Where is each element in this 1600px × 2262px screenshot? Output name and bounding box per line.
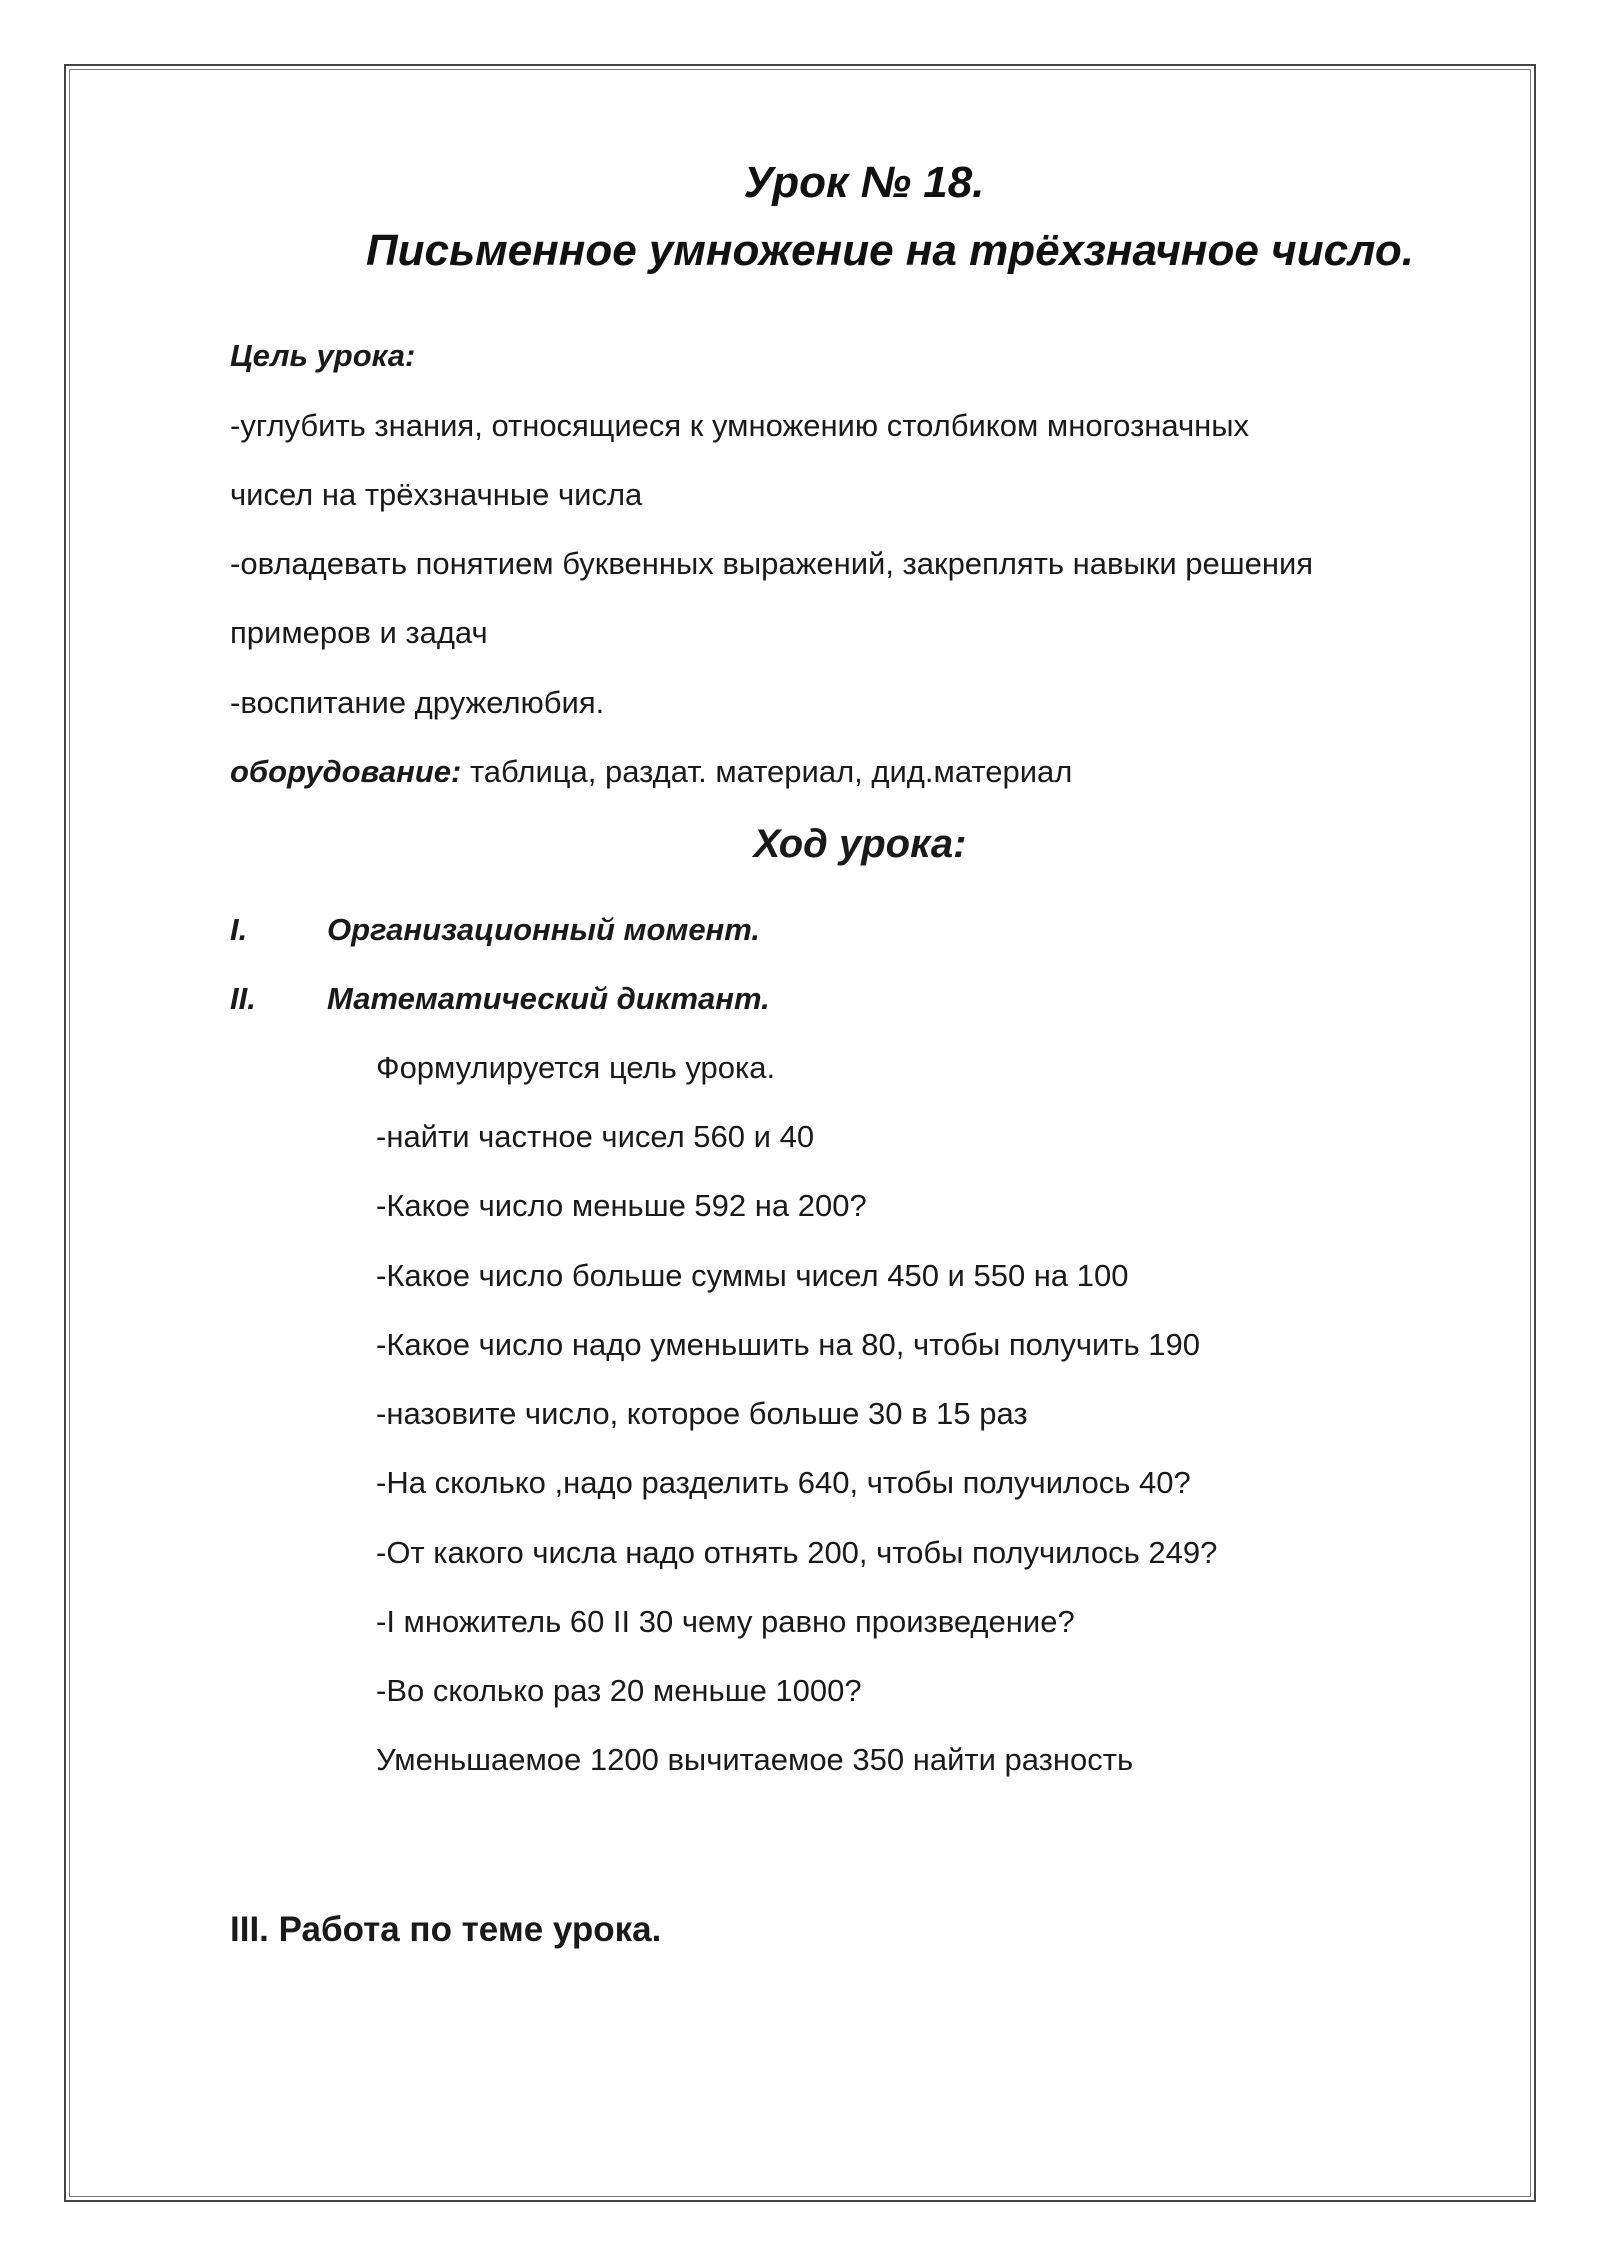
equipment-label: оборудование:: [230, 754, 462, 789]
goal-line: чисел на трёхзначные числа: [230, 477, 643, 512]
goal-line: -воспитание дружелюбия.: [230, 685, 605, 720]
section-label-dictation: Математический диктант.: [327, 981, 770, 1016]
dictation-item: -I множитель 60 II 30 чему равно произведение?: [376, 1604, 1075, 1639]
section-heading-work: III. Работа по теме урока.: [230, 1910, 662, 1949]
goal-line: примеров и задач: [230, 615, 488, 650]
course-heading: Ход урока:: [753, 822, 967, 866]
section-number: II.: [230, 981, 256, 1016]
dictation-item: Формулируется цель урока.: [376, 1050, 776, 1085]
dictation-item: -Какое число больше суммы чисел 450 и 550 на 100: [376, 1258, 1129, 1293]
dictation-item: -От какого числа надо отнять 200, чтобы получилось 249?: [376, 1535, 1218, 1570]
section-number: I.: [230, 912, 248, 947]
dictation-item: -Какое число надо уменьшить на 80, чтобы получить 190: [376, 1327, 1200, 1362]
equipment-line: [230, 754, 1072, 790]
dictation-item: -Какое число меньше 592 на 200?: [376, 1188, 867, 1223]
goal-line: -овладевать понятием буквенных выражений, закреплять навыки решения: [230, 546, 1314, 581]
dictation-item: -Во сколько раз 20 меньше 1000?: [376, 1673, 862, 1708]
section-label-organizational: Организационный момент.: [327, 912, 761, 947]
dictation-item: -назовите число, которое больше 30 в 15 раз: [376, 1396, 1028, 1431]
dictation-item: -найти частное чисел 560 и 40: [376, 1119, 815, 1154]
dictation-item: -На сколько ,надо разделить 640, чтобы получилось 40?: [376, 1465, 1191, 1500]
equipment-text: таблица, раздат. материал, дид.материал: [461, 754, 1073, 789]
goal-heading: Цель урока:: [230, 338, 416, 373]
lesson-topic-title: Письменное умножение на трёхзначное число.: [366, 226, 1414, 275]
lesson-number-title: Урок № 18.: [743, 158, 985, 207]
dictation-item: Уменьшаемое 1200 вычитаемое 350 найти разность: [376, 1742, 1134, 1777]
goal-line: -углубить знания, относящиеся к умножению столбиком многозначных: [230, 408, 1250, 443]
